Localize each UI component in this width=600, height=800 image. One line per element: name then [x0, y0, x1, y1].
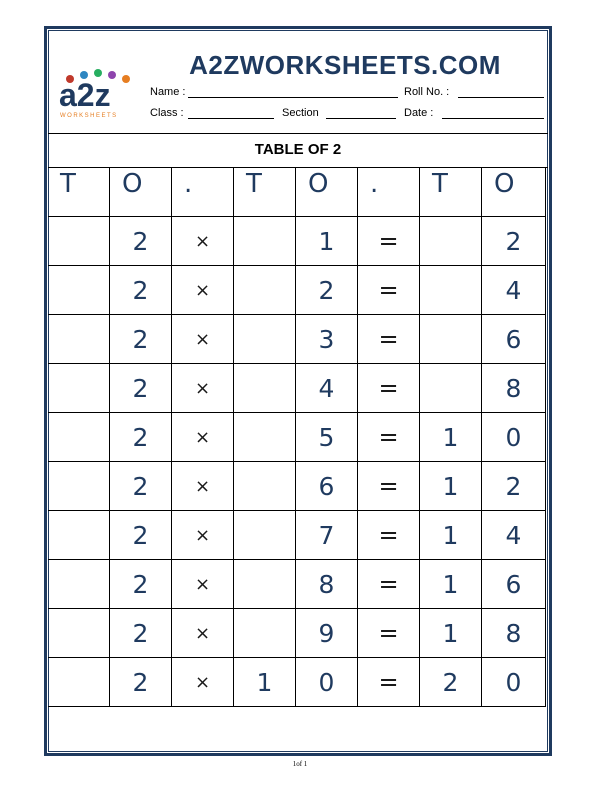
table-cell-tens	[234, 462, 296, 511]
table-cell-ones: 4	[482, 511, 546, 560]
table-cell-ones: 8	[482, 364, 546, 413]
column-header: T	[234, 167, 296, 217]
roll-label: Roll No. :	[404, 86, 450, 98]
column-header: O	[296, 167, 358, 217]
table-cell-ones: 0	[296, 658, 358, 707]
table-cell-tens	[420, 364, 482, 413]
table-cell-ones: 2	[110, 609, 172, 658]
table-cell-ones: 2	[110, 217, 172, 266]
table-cell-operator: ×	[172, 560, 234, 609]
table-cell-ones: 2	[110, 364, 172, 413]
multiplication-table	[48, 167, 546, 707]
table-cell-tens: 1	[420, 462, 482, 511]
table-cell-ones: 2	[110, 511, 172, 560]
table-cell-ones: 1	[296, 217, 358, 266]
roll-input-line[interactable]	[458, 97, 544, 98]
name-label: Name :	[150, 86, 186, 98]
table-cell-tens	[48, 462, 110, 511]
site-title: A2ZWORKSHEETS.COM	[189, 50, 501, 80]
table-cell-tens	[48, 609, 110, 658]
date-label: Date :	[404, 107, 434, 119]
a2z-logo	[56, 66, 138, 120]
table-cell-ones: 2	[110, 413, 172, 462]
table-cell-tens	[420, 266, 482, 315]
table-cell-operator: ×	[172, 413, 234, 462]
table-cell-operator: =	[358, 560, 420, 609]
column-header: .	[172, 167, 234, 217]
table-cell-tens	[48, 315, 110, 364]
table-cell-tens	[48, 658, 110, 707]
table-cell-tens	[420, 315, 482, 364]
table-cell-tens	[48, 511, 110, 560]
table-cell-tens	[48, 266, 110, 315]
table-cell-ones: 3	[296, 315, 358, 364]
table-cell-operator: =	[358, 413, 420, 462]
class-label: Class :	[150, 107, 184, 119]
table-cell-ones: 2	[110, 560, 172, 609]
table-cell-operator: ×	[172, 315, 234, 364]
section-label: Section	[282, 107, 319, 119]
table-cell-tens	[234, 413, 296, 462]
table-cell-tens	[48, 413, 110, 462]
column-header: O	[110, 167, 172, 217]
table-cell-ones: 4	[296, 364, 358, 413]
table-cell-ones: 2	[482, 217, 546, 266]
table-cell-ones: 2	[110, 266, 172, 315]
table-cell-ones: 2	[110, 658, 172, 707]
table-cell-tens: 1	[420, 560, 482, 609]
table-cell-operator: ×	[172, 364, 234, 413]
table-cell-tens: 1	[234, 658, 296, 707]
table-cell-ones: 6	[296, 462, 358, 511]
logo-text: a2z	[59, 77, 111, 113]
table-cell-tens	[234, 217, 296, 266]
table-cell-tens	[48, 217, 110, 266]
table-cell-ones: 2	[482, 462, 546, 511]
table-cell-ones: 2	[110, 315, 172, 364]
table-cell-operator: =	[358, 609, 420, 658]
table-cell-tens	[234, 315, 296, 364]
table-title: TABLE OF 2	[254, 141, 342, 158]
page-footer: 1of 1	[292, 760, 308, 768]
table-cell-operator: ×	[172, 658, 234, 707]
table-cell-ones: 5	[296, 413, 358, 462]
column-header: O	[482, 167, 546, 217]
name-input-line[interactable]	[188, 97, 398, 98]
table-cell-operator: ×	[172, 609, 234, 658]
table-cell-ones: 2	[110, 462, 172, 511]
table-cell-operator: ×	[172, 511, 234, 560]
table-cell-operator: ×	[172, 217, 234, 266]
table-cell-ones: 6	[482, 315, 546, 364]
table-cell-tens: 1	[420, 511, 482, 560]
table-cell-tens	[234, 266, 296, 315]
table-cell-ones: 2	[296, 266, 358, 315]
section-input-line[interactable]	[326, 118, 396, 119]
table-cell-operator: =	[358, 217, 420, 266]
column-header: T	[420, 167, 482, 217]
table-cell-tens	[234, 364, 296, 413]
table-cell-operator: =	[358, 315, 420, 364]
table-cell-operator: ×	[172, 266, 234, 315]
table-cell-operator: ×	[172, 462, 234, 511]
logo-subtext: WORKSHEETS	[60, 113, 118, 119]
table-cell-tens	[48, 560, 110, 609]
table-cell-tens: 2	[420, 658, 482, 707]
table-cell-tens: 1	[420, 609, 482, 658]
table-cell-ones: 7	[296, 511, 358, 560]
table-cell-ones: 8	[296, 560, 358, 609]
class-input-line[interactable]	[188, 118, 274, 119]
column-header: .	[358, 167, 420, 217]
table-cell-operator: =	[358, 462, 420, 511]
table-cell-operator: =	[358, 511, 420, 560]
table-cell-tens	[420, 217, 482, 266]
table-cell-operator: =	[358, 364, 420, 413]
table-cell-ones: 4	[482, 266, 546, 315]
table-cell-ones: 0	[482, 413, 546, 462]
date-input-line[interactable]	[442, 118, 544, 119]
table-cell-ones: 0	[482, 658, 546, 707]
table-cell-tens: 1	[420, 413, 482, 462]
table-cell-ones: 9	[296, 609, 358, 658]
table-cell-operator: =	[358, 266, 420, 315]
table-cell-tens	[48, 364, 110, 413]
table-cell-tens	[234, 609, 296, 658]
table-cell-tens	[234, 560, 296, 609]
column-header: T	[48, 167, 110, 217]
table-cell-tens	[234, 511, 296, 560]
table-cell-operator: =	[358, 658, 420, 707]
table-cell-ones: 6	[482, 560, 546, 609]
table-cell-ones: 8	[482, 609, 546, 658]
header-divider	[48, 133, 548, 134]
